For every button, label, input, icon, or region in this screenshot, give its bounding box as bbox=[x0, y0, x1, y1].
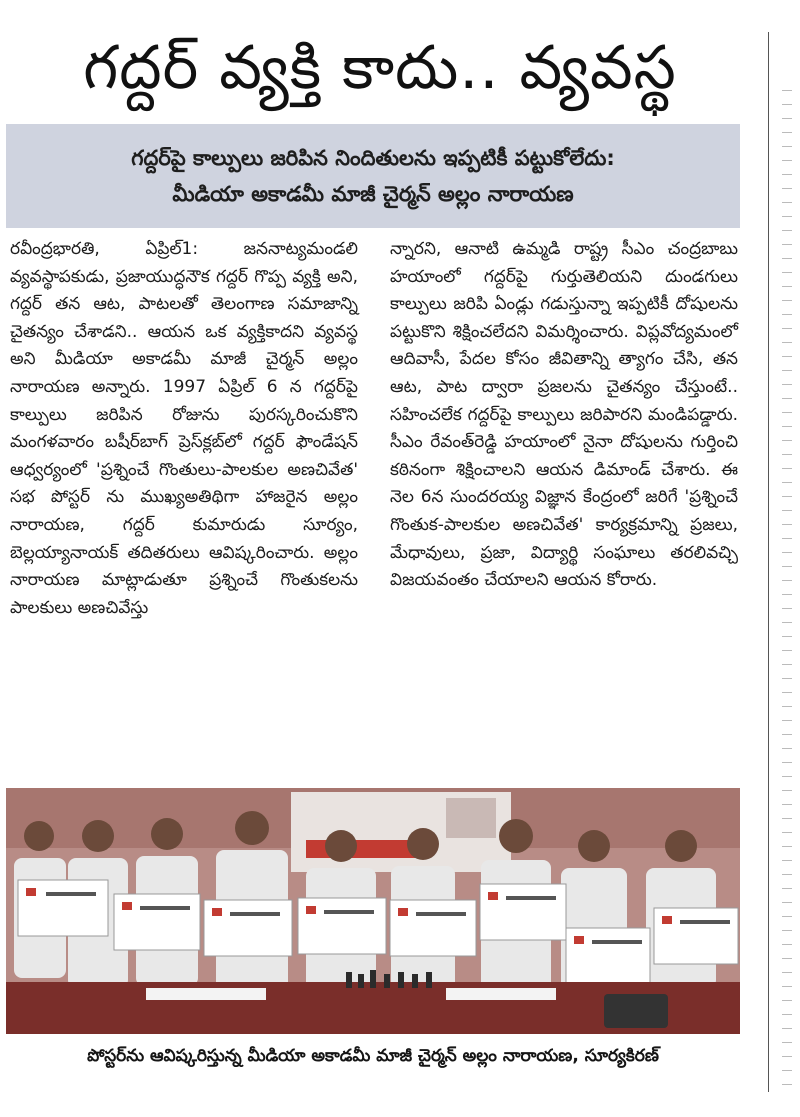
headline: గద్దర్ వ్యక్తి కాదు.. వ్యవస్థ bbox=[83, 33, 677, 103]
article-column-left: రవీంద్రభారతి, ఏప్రిల్1: జననాట్యమండలి వ్యవస్థాపకుడు, ప్రజాయుద్ధనౌక గద్దర్ గొప్ప వ్యక్తి అని, గద్దర్ తన ఆట, పాటలతో తెలంగాణ సమాజాన్ని చైతన్యం చేశాడని.. ఆయన ఒక వ్యక్తికాదని వ్యవస్థ అని మీడియా అకాడమీ మాజీ చైర్మన్ అల్లం నారాయణ అన్నారు. 1997 ఏప్రిల్ 6 న గద్దర్‌పై కాల్పులు జరిపిన రోజును పురస్కరించుకొని మంగళవారం బషీర్‌బాగ్ ప్రెస్‌క్లబ్‌లో గద్దర్ ఫౌండేషన్ ఆధ్వర్యంలో 'ప్రశ్నించే గొంతులు-పాలకుల అణచివేత' సభ పోస్టర్ ను ముఖ్యఅతిథిగా హాజరైన అల్లం నారాయణ, గద్దర్ కుమారుడు సూర్యం, బెల్లయ్యానాయక్ తదితరులు ఆవిష్కరించారు. అల్లం నారాయణ మాట్లాడుతూ ప్రశ్నించే గొంతుకలను పాలకులు అణచివేస్తు bbox=[10, 239, 358, 618]
column-divider bbox=[768, 32, 769, 1092]
subheading-line-2: మీడియా అకాడమీ మాజీ చైర్మన్ అల్లం నారాయణ bbox=[172, 182, 574, 206]
subheading-box bbox=[6, 124, 740, 228]
adjacent-column-edge bbox=[776, 90, 796, 1090]
subheading-line-1: గద్దర్‌పై కాల్పులు జరిపిన నిందితులను ఇప్పటికీ పట్టుకోలేదు: bbox=[131, 146, 615, 170]
press-meet-photo bbox=[6, 788, 740, 1034]
article-column-right: న్నారని, ఆనాటి ఉమ్మడి రాష్ట్ర సీఎం చంద్రబాబు హయాంలో గద్దర్‌పై గుర్తుతెలియని దుండగులు కాల్పులు జరిపి ఏండ్లు గడుస్తున్నా ఇప్పటికీ దోషులను పట్టుకొని శిక్షించలేదని విమర్శించారు. విప్లవోద్యమంలో ఆదివాసీ, పేదల కోసం జీవితాన్ని త్యాగం చేసి, తన ఆట, పాట ద్వారా ప్రజలను చైతన్యం చేస్తుంటే.. సహించలేక గద్దర్‌పై కాల్పులు జరిపారని మండిపడ్డారు. సీఎం రేవంత్‌రెడ్డి హయాంలో నైనా దోషులను గుర్తించి కఠినంగా శిక్షించాలని ఆయన డిమాండ్ చేశారు. ఈ నెల 6న సుందరయ్య విజ్ఞాన కేంద్రంలో జరిగే 'ప్రశ్నించే గొంతుక-పాలకుల అణచివేత' కార్యక్రమాన్ని ప్రజలు, మేధావులు, ప్రజా, విద్యార్థి సంఘాలు తరలివచ్చి విజయవంతం చేయాలని ఆయన కోరారు. bbox=[390, 239, 738, 591]
news-photo bbox=[6, 788, 740, 1034]
photo-caption: పోస్టర్‌ను ఆవిష్కరిస్తున్న మీడియా అకాడమీ మాజీ చైర్మన్ అల్లం నారాయణ, సూర్యకిరణ్ bbox=[87, 1046, 659, 1066]
